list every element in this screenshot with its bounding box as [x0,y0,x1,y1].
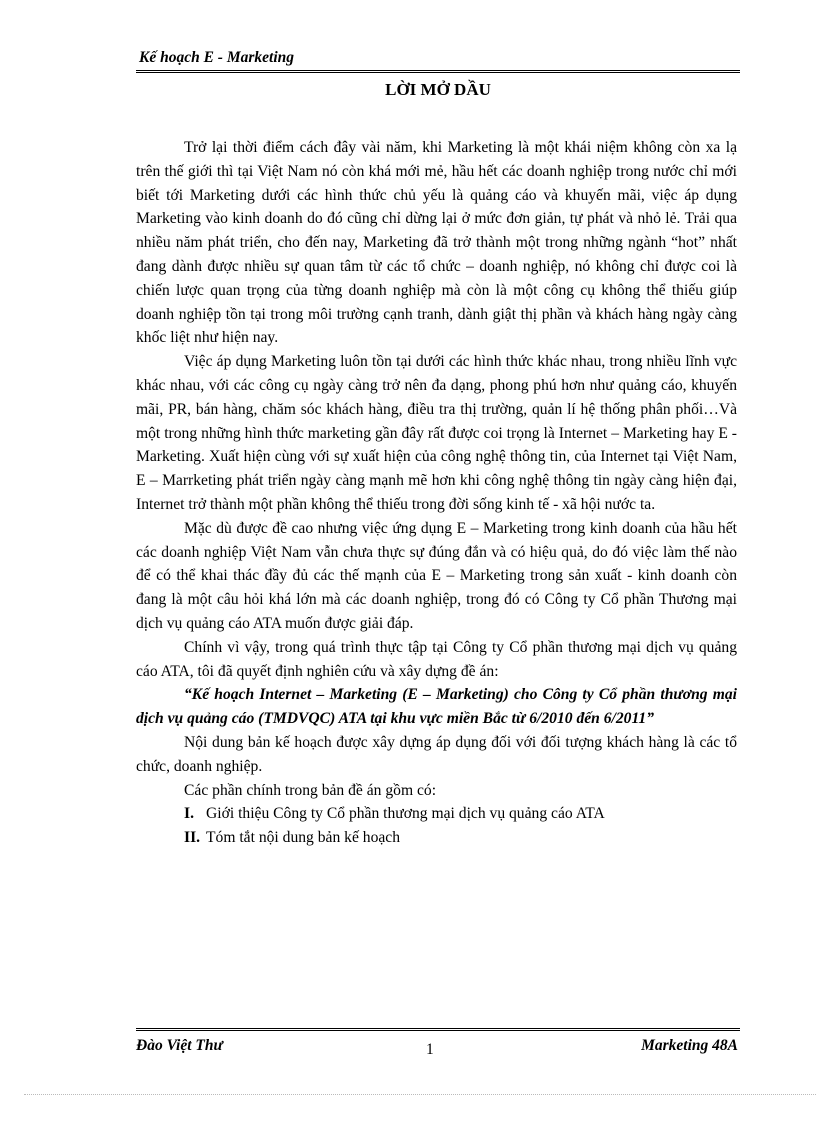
footer-author: Đào Việt Thư [136,1037,223,1054]
paragraph: Việc áp dụng Marketing luôn tồn tại dưới các hình thức khác nhau, trong nhiều lĩnh vực khác nhau, với các công cụ ngày càng trở nên đa dạng, phong phú hơn như quảng cáo, khuyến mãi, PR, bán hàng, chăm sóc khách hàng, điều tra thị trường, quản lí hệ thống phân phối…Và một trong những hình thức marketing gần đây rất được coi trọng là Internet – Marketing hay E - Marketing. Xuất hiện cùng với sự xuất hiện của công nghệ thông tin, của Internet tại Việt Nam, E – Marrketing phát triển ngày càng mạnh mẽ hơn khi công nghệ thông tin ngày càng hiện đại, Internet trở thành một phần không thể thiếu trong đời sống kinh tế - xã hội nước ta. [136,353,737,513]
footer-class: Marketing 48A [641,1037,738,1054]
paragraph: Mặc dù được đề cao nhưng việc ứng dụng E – Marketing trong kinh doanh của hầu hết các doanh nghiệp Việt Nam vẫn chưa thực sự đúng đắn và có hiệu quả, do đó việc làm thế nào để có thể khai thác đầy đủ các thế mạnh của E – Marketing trong sản xuất - kinh doanh còn đang là một câu hỏi khá lớn mà các doanh nghiệp, trong đó có Công ty Cổ phần Thương mại dịch vụ quảng cáo ATA muốn được giải đáp. [136,519,737,632]
page-break-line [24,1094,816,1095]
paragraph: Các phần chính trong bản đề án gồm có: [184,781,437,799]
list-item-text: Giới thiệu Công ty Cổ phần thương mại dịch vụ quảng cáo ATA [206,805,605,823]
header-divider [136,70,740,73]
page-number: 1 [426,1041,434,1058]
footer-divider [136,1028,740,1031]
list-item-text: Tóm tắt nội dung bản kế hoạch [206,829,401,847]
paragraph: Nội dung bản kế hoạch được xây dựng áp dụng đối với đối tượng khách hàng là các tổ chức, doanh nghiệp. [136,733,737,775]
document-title: LỜI MỞ DẦU [385,80,491,99]
paragraph: Chính vì vậy, trong quá trình thực tập tại Công ty Cổ phần thương mại dịch vụ quảng cáo ATA, tôi đã quyết định nghiên cứu và xây dựng đề án: [136,638,737,680]
section-list [136,802,737,850]
header-title: Kế hoạch E - Marketing [139,49,295,66]
list-item-number: I. [184,805,194,823]
document-body [136,136,737,850]
list-item [136,802,737,826]
paragraph: Trở lại thời điểm cách đây vài năm, khi Marketing là một khái niệm không còn xa lạ trên thế giới thì tại Việt Nam nó còn khá mới mẻ, hầu hết các doanh nghiệp trong nước chỉ mới biết tới Marketing dưới các hình thức chủ yếu là quảng cáo và khuyến mãi, việc áp dụng Marketing vào kinh doanh do đó cũng chỉ dừng lại ở mức đơn giản, tự phát và nhỏ lẻ. Trải qua nhiều năm phát triển, cho đến nay, Marketing đã trở thành một trong những ngành “hot” nhất đang dành được nhiều sự quan tâm từ các tổ chức – doanh nghiệp, nó không chỉ được coi là chiến lược quan trọng của từng doanh nghiệp mà còn là một công cụ không thể thiếu giúp doanh nghiệp tồn tại trong môi trường cạnh tranh, dành giật thị phần và khách hàng ngày càng khốc liệt như hiện nay. [136,139,737,347]
list-item-number: II. [184,829,201,847]
list-item [136,826,737,850]
project-title-quote: “Kế hoạch Internet – Marketing (E – Marketing) cho Công ty Cổ phần thương mại dịch vụ quảng cáo (TMDVQC) ATA tại khu vực miền Bắc từ 6/2010 đến 6/2011” [136,686,737,728]
